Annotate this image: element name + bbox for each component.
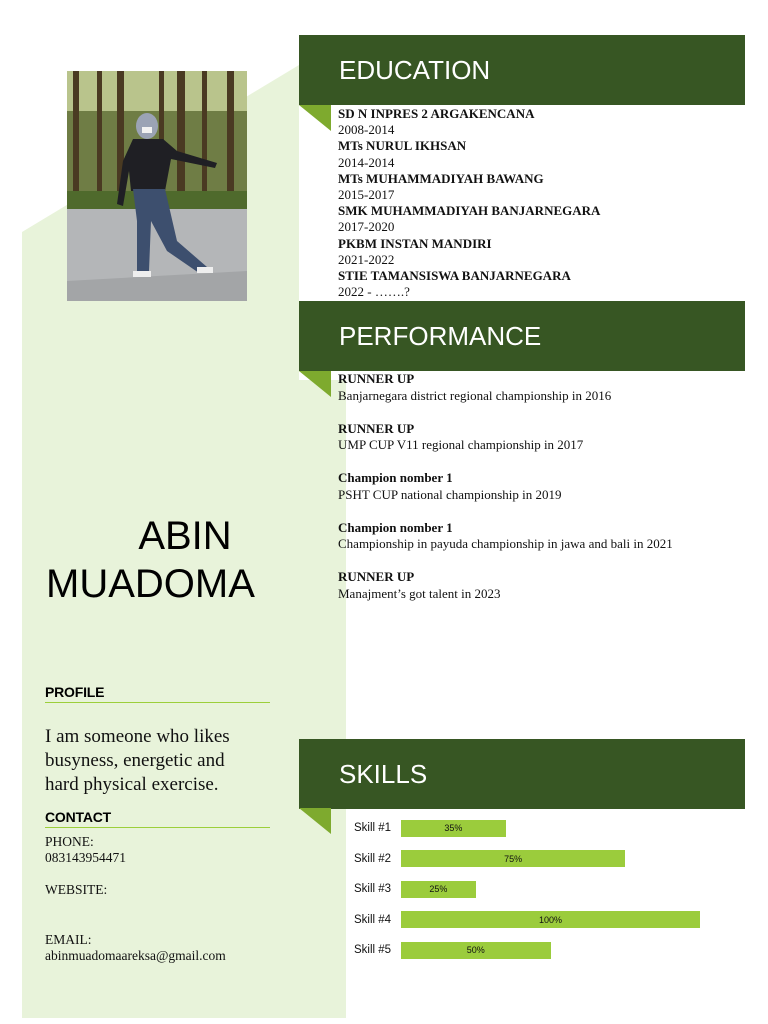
phone-block — [45, 834, 295, 866]
performance-desc: Banjarnegara district regional championship in 2016 — [338, 387, 612, 403]
phone-value: 083143954471 — [45, 850, 126, 865]
school-years: 2017-2020 — [338, 219, 395, 235]
skill-label: Skill #3 — [354, 883, 392, 896]
school-years: 2022 - …….? — [338, 284, 410, 300]
skill-track — [401, 911, 700, 928]
skill-label: Skill #4 — [354, 913, 392, 926]
performance-desc: PSHT CUP national championship in 2019 — [338, 486, 562, 502]
performance-title: Champion nomber 1 — [338, 519, 453, 535]
performance-item — [338, 421, 738, 454]
profile-photo — [67, 71, 247, 301]
skill-row — [340, 813, 740, 844]
education-banner — [299, 35, 745, 105]
performance-item — [338, 371, 738, 404]
website-label: WEBSITE: — [45, 882, 108, 897]
skill-track — [401, 850, 700, 867]
skill-row — [340, 844, 740, 875]
performance-heading: PERFORMANCE — [339, 320, 542, 351]
last-name: MUADOMA — [46, 562, 255, 606]
performance-item — [338, 520, 738, 553]
education-item — [338, 106, 738, 138]
school-years: 2008-2014 — [338, 122, 395, 138]
performance-title: RUNNER UP — [338, 371, 415, 386]
skill-track — [401, 881, 700, 898]
school-years: 2015-2017 — [338, 187, 395, 203]
school-name: STIE TAMANSISWA BANJARNEGARA — [338, 268, 571, 284]
performance-banner — [299, 301, 745, 371]
education-item — [338, 203, 738, 235]
skill-row — [340, 905, 740, 936]
person-name — [22, 512, 344, 608]
performance-title: RUNNER UP — [338, 420, 415, 436]
performance-fold — [299, 371, 331, 397]
skills-fold — [299, 808, 331, 834]
performance-desc: Championship in payuda championship in jawa and bali in 2021 — [338, 536, 673, 551]
skill-row — [340, 874, 740, 905]
skill-label: Skill #1 — [354, 822, 392, 835]
performance-desc: UMP CUP V11 regional championship in 2017 — [338, 437, 584, 452]
school-years: 2021-2022 — [338, 251, 395, 267]
school-name: PKBM INSTAN MANDIRI — [338, 235, 492, 251]
profile-heading: PROFILE — [45, 684, 270, 703]
contact-heading: CONTACT — [45, 809, 270, 828]
skill-bar: 100% — [401, 911, 700, 928]
first-name: ABIN — [138, 514, 232, 558]
skill-track — [401, 820, 700, 837]
skill-bar: 35% — [401, 820, 506, 837]
email-value: abinmuadomaareksa@gmail.com — [45, 948, 226, 963]
skills-heading: SKILLS — [339, 758, 428, 789]
skills-banner — [299, 739, 745, 809]
education-heading: EDUCATION — [339, 54, 491, 85]
skill-track — [401, 942, 700, 959]
profile-text: I am someone who likes busyness, energetic and hard physical exercise. — [45, 726, 230, 795]
education-item — [338, 268, 738, 300]
skill-bar: 75% — [401, 850, 625, 867]
skills-chart — [340, 813, 740, 966]
school-years: 2014-2014 — [338, 154, 395, 170]
education-fold — [299, 105, 331, 131]
email-label: EMAIL: — [45, 932, 92, 947]
website-block — [45, 882, 295, 898]
skill-bar: 25% — [401, 881, 476, 898]
education-item — [338, 171, 738, 203]
performance-item — [338, 569, 738, 602]
education-item — [338, 138, 738, 170]
skill-row — [340, 935, 740, 966]
school-name: SD N INPRES 2 ARGAKENCANA — [338, 106, 535, 121]
education-item — [338, 236, 738, 268]
school-name: MTs MUHAMMADIYAH BAWANG — [338, 170, 544, 186]
school-name: MTs NURUL IKHSAN — [338, 138, 467, 154]
skill-label: Skill #5 — [354, 944, 392, 957]
performance-title: RUNNER UP — [338, 569, 415, 584]
school-name: SMK MUHAMMADIYAH BANJARNEGARA — [338, 203, 601, 219]
performance-desc: Manajment’s got talent in 2023 — [338, 585, 501, 601]
performance-title: Champion nomber 1 — [338, 470, 453, 485]
email-block — [45, 932, 295, 964]
performance-item — [338, 470, 738, 503]
education-list — [338, 106, 738, 300]
phone-label: PHONE: — [45, 834, 94, 849]
skill-label: Skill #2 — [354, 852, 392, 865]
performance-list — [338, 371, 738, 619]
skill-bar: 50% — [401, 942, 551, 959]
